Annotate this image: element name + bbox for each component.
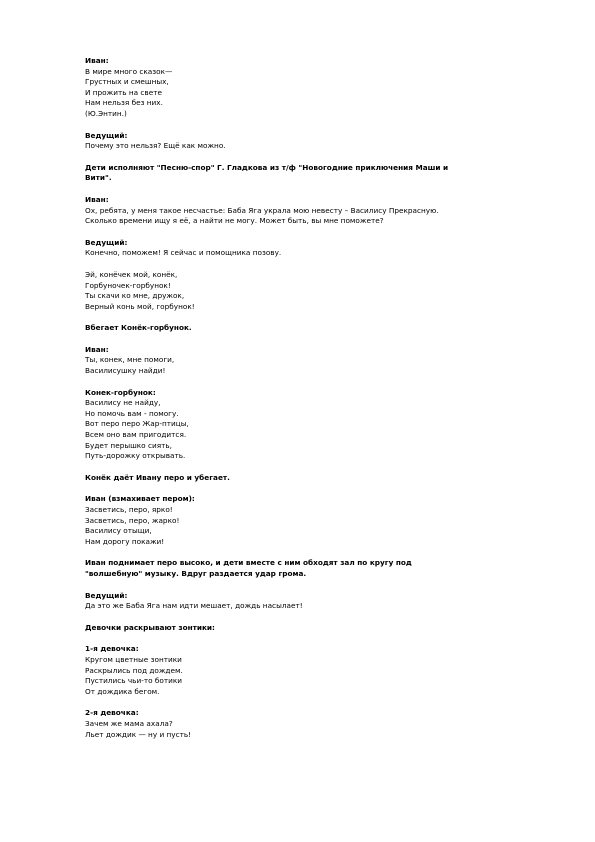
text-line: Раскрылись под дождем.: [85, 665, 183, 675]
text-line: Иван:: [85, 56, 109, 65]
paragraph-gap: [85, 633, 555, 644]
text-line: Ох, ребята, у меня такое несчастье: Баба Яга украла мою невесту – Василису Прекрасную.: [85, 205, 439, 215]
paragraph-gap: [85, 184, 555, 195]
speaker-or-stage-direction: [85, 195, 555, 206]
speaker-or-stage-direction: [85, 644, 555, 655]
text-line: От дождика бегом.: [85, 686, 160, 696]
speaker-or-stage-direction: [85, 473, 555, 484]
text-line: Ведущий:: [85, 130, 128, 140]
text-line: Василису не найду,: [85, 398, 161, 408]
text-line: Верный конь мой, горбунок!: [85, 301, 195, 311]
text-line: Иван поднимает перо высоко, и дети вместе с ним обходят зал по кругу под: [85, 558, 412, 568]
verse-text: [85, 505, 555, 547]
speaker-or-stage-direction: [85, 345, 555, 356]
text-line: (Ю.Энтин.): [85, 108, 127, 118]
text-line: 1-я девочка:: [85, 644, 139, 654]
text-line: Грустных и смешных,: [85, 77, 169, 87]
verse-text: [85, 398, 555, 462]
text-line: Ведущий:: [85, 590, 128, 600]
text-line: Конечно, поможем! Я сейчас и помощника позову.: [85, 248, 282, 258]
speaker-or-stage-direction: [85, 323, 555, 334]
text-line: Но помочь вам - помогу.: [85, 408, 179, 418]
speaker-or-stage-direction: [85, 591, 555, 602]
paragraph-gap: [85, 580, 555, 591]
text-line: Всем оно вам пригодится.: [85, 430, 187, 440]
speaker-or-stage-direction: [85, 56, 555, 67]
text-line: Девочки раскрывают зонтики:: [85, 622, 215, 632]
text-line: В мире много сказок—: [85, 66, 173, 76]
paragraph-gap: [85, 612, 555, 623]
text-line: Почему это нельзя? Ещё как можно.: [85, 141, 226, 151]
speaker-or-stage-direction: [85, 163, 555, 184]
verse-text: [85, 601, 555, 612]
verse-text: [85, 67, 555, 120]
speaker-or-stage-direction: [85, 238, 555, 249]
document-body: [85, 56, 555, 740]
verse-text: [85, 655, 555, 697]
text-line: Ведущий:: [85, 237, 128, 247]
speaker-or-stage-direction: [85, 558, 555, 579]
text-line: Вбегает Конёк-горбунок.: [85, 323, 192, 333]
text-line: Сколько времени ищу я её, а найти не могу. Может быть, вы мне поможете?: [85, 216, 384, 226]
text-line: Эй, конёчек мой, конёк,: [85, 269, 178, 279]
speaker-or-stage-direction: [85, 708, 555, 719]
paragraph-gap: [85, 483, 555, 494]
paragraph-gap: [85, 377, 555, 388]
text-line: Нам дорогу покажи!: [85, 536, 165, 546]
text-line: Дети исполняют "Песню-спор" Г. Гладкова из т/ф "Новогодние приключения Маши и: [85, 162, 449, 172]
text-line: Иван (взмахивает пером):: [85, 494, 195, 504]
text-line: Конёк даёт Ивану перо и убегает.: [85, 472, 230, 482]
text-line: Вот перо перо Жар-птицы,: [85, 419, 189, 429]
text-line: Пустились чьи-то ботики: [85, 676, 182, 686]
text-line: И прожить на свете: [85, 87, 162, 97]
speaker-or-stage-direction: [85, 623, 555, 634]
verse-text: [85, 355, 555, 376]
text-line: Василису отыщи,: [85, 526, 152, 536]
text-line: Зачем же мама ахала?: [85, 718, 173, 728]
speaker-or-stage-direction: [85, 131, 555, 142]
text-line: Иван:: [85, 194, 109, 204]
paragraph-gap: [85, 462, 555, 473]
speaker-or-stage-direction: [85, 494, 555, 505]
text-line: Засветись, перо, жарко!: [85, 515, 180, 525]
paragraph-gap: [85, 334, 555, 345]
text-line: Ты скачи ко мне, дружок,: [85, 291, 185, 301]
paragraph-gap: [85, 227, 555, 238]
text-line: Будет перышко сиять,: [85, 440, 172, 450]
text-line: Горбуночек-горбунок!: [85, 280, 171, 290]
paragraph-gap: [85, 312, 555, 323]
text-line: Конек-горбунок:: [85, 387, 156, 397]
text-line: Кругом цветные зонтики: [85, 654, 182, 664]
verse-text: [85, 248, 555, 259]
text-line: Да это же Баба Яга нам идти мешает, дождь насылает!: [85, 601, 303, 611]
text-line: 2-я девочка:: [85, 708, 139, 718]
text-line: Иван:: [85, 344, 109, 354]
paragraph-gap: [85, 697, 555, 708]
text-line: Нам нельзя без них.: [85, 98, 163, 108]
paragraph-gap: [85, 120, 555, 131]
verse-text: [85, 141, 555, 152]
paragraph-gap: [85, 547, 555, 558]
text-line: Льет дождик — ну и пусть!: [85, 729, 192, 739]
verse-text: [85, 270, 555, 312]
text-line: "волшебную" музыку. Вдруг раздается удар грома.: [85, 568, 307, 578]
text-line: Засветись, перо, ярко!: [85, 505, 173, 514]
text-line: Вити".: [85, 173, 112, 183]
paragraph-gap: [85, 259, 555, 270]
speaker-or-stage-direction: [85, 388, 555, 399]
text-line: Ты, конек, мне помоги,: [85, 355, 175, 365]
verse-text: [85, 206, 555, 227]
text-line: Путь-дорожку открывать.: [85, 451, 186, 461]
text-line: Василисушку найди!: [85, 366, 166, 376]
paragraph-gap: [85, 152, 555, 163]
verse-text: [85, 719, 555, 740]
